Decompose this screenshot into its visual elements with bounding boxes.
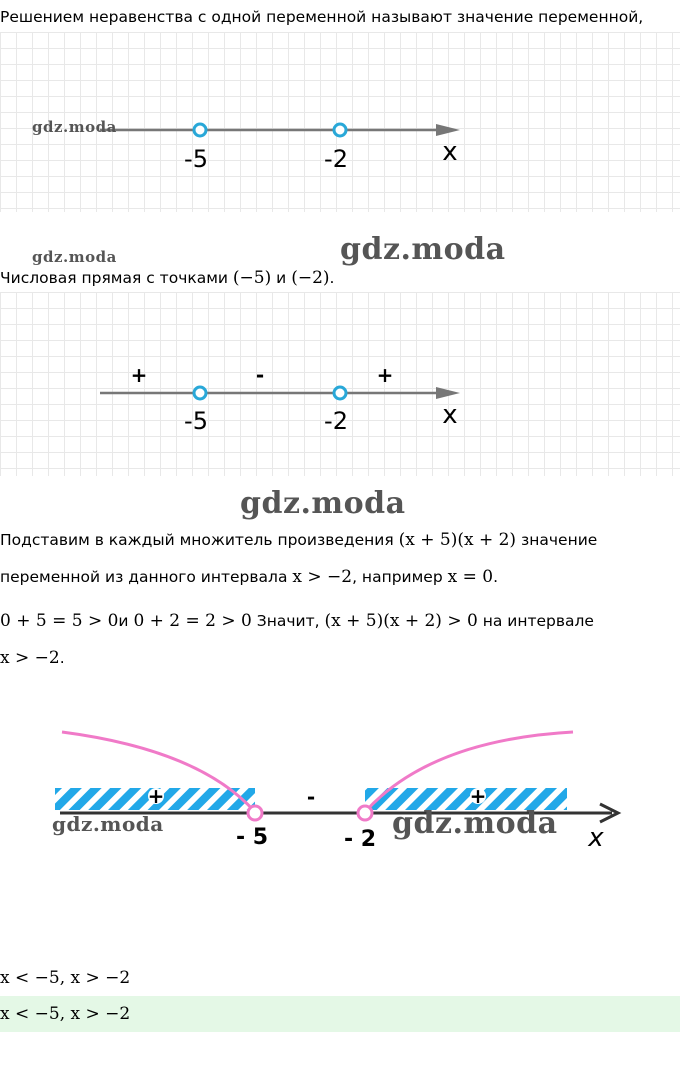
caption-period: . <box>329 269 335 287</box>
answer-plain: x < −5, x > −2 <box>0 968 131 988</box>
caption-text: Числовая прямая с точками <box>0 269 233 287</box>
sign-left: + <box>130 363 148 387</box>
open-point-b <box>358 806 372 820</box>
watermark-4: gdz.moda <box>240 486 406 521</box>
caption-point-a: (−5) <box>232 268 272 288</box>
axis-arrow-icon <box>436 124 460 136</box>
para2-line1: 0 + 5 = 5 > 0и 0 + 2 = 2 > 0 Значит, (x + 5)(x + 2) > 0 на интервале <box>0 611 594 631</box>
watermark-1: gdz.moda <box>32 118 117 136</box>
point-b-label: - 2 <box>343 827 377 852</box>
number-line-2 <box>0 292 680 476</box>
product-expression: (x + 5)(x + 2) <box>398 530 517 550</box>
point-a-label: -5 <box>184 145 208 173</box>
watermark-3: gdz.moda <box>340 232 506 267</box>
caption-and: и <box>271 269 292 287</box>
axis-label: x <box>442 400 458 430</box>
open-point-b <box>334 124 346 136</box>
answer-highlight: x < −5, x > −2 <box>0 1004 131 1024</box>
point-b-label: -2 <box>324 145 348 173</box>
watermark-2: gdz.moda <box>32 248 117 266</box>
caption <box>0 268 334 288</box>
open-point-b <box>334 387 346 399</box>
watermark-6: gdz.moda <box>392 806 558 841</box>
axis-label: x <box>442 137 458 167</box>
axis-arrow-icon <box>436 387 460 399</box>
open-point-a <box>248 806 262 820</box>
intro-text: Решением неравенства с одной переменной называют значение переменной, <box>0 8 644 26</box>
axis-label: x <box>588 823 604 853</box>
sign-right: + <box>469 784 487 808</box>
sign-mid: - <box>255 363 265 387</box>
point-b-label: -2 <box>324 407 348 435</box>
para1-line1: Подставим в каждый множитель произведения (x + 5)(x + 2) значение <box>0 530 598 550</box>
watermark-5: gdz.moda <box>52 812 164 836</box>
point-a-label: - 5 <box>235 825 269 850</box>
para2-line2: x > −2. <box>0 648 65 668</box>
sign-left: + <box>147 784 165 808</box>
open-point-a <box>194 387 206 399</box>
sign-mid: - <box>306 785 316 809</box>
para1-line2: переменной из данного интервала x > −2, например x = 0. <box>0 567 499 587</box>
caption-point-b: (−2) <box>291 268 330 288</box>
open-point-a <box>194 124 206 136</box>
point-a-label: -5 <box>184 407 208 435</box>
sign-right: + <box>376 363 394 387</box>
interval-figure <box>0 720 680 870</box>
